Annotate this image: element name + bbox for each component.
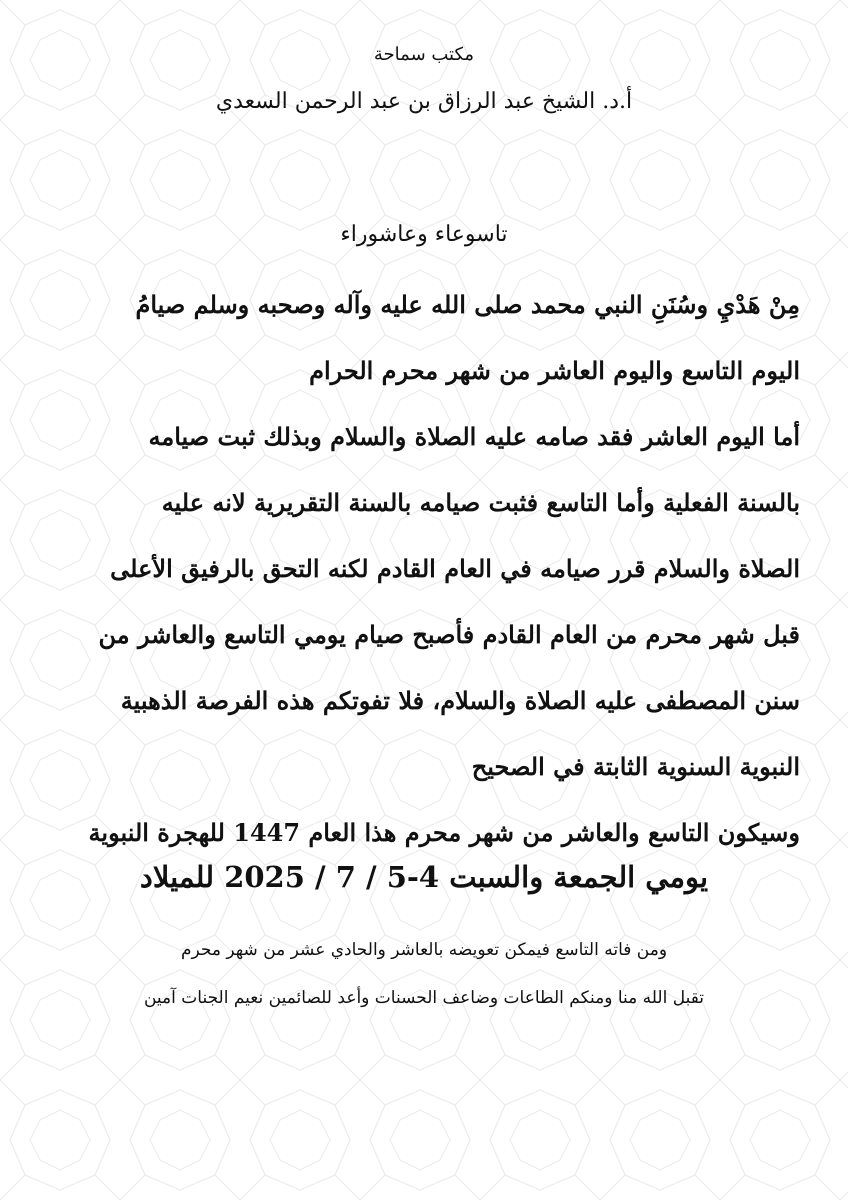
letterhead-office: مكتب سماحة — [373, 44, 475, 65]
body-line: بالسنة الفعلية وأما التاسع فثبت صيامه بالسنة التقريرية لانه عليه — [161, 488, 800, 517]
closing-line-1: ومن فاته التاسع فيمكن تعويضه بالعاشر والحادي عشر من شهر محرم — [180, 940, 668, 960]
body-line: أما اليوم العاشر فقد صامه عليه الصلاة والسلام وبذلك ثبت صيامه — [148, 422, 800, 451]
body-line: وسيكون التاسع والعاشر من شهر محرم هذا العام 1447 للهجرة النبوية — [88, 818, 800, 847]
body-line: الصلاة والسلام قرر صيامه في العام القادم لكنه التحق بالرفيق الأعلى — [110, 554, 800, 583]
closing-line-2: تقبل الله منا ومنكم الطاعات وضاعف الحسنات وأعد للصائمين نعيم الجنات آمين — [143, 988, 705, 1008]
document-title: تاسوعاء وعاشوراء — [340, 222, 508, 247]
body-line: اليوم التاسع واليوم العاشر من شهر محرم الحرام — [309, 356, 800, 385]
date-line: يومي الجمعة والسبت 4-5 / 7 / 2025 للميلاد — [139, 860, 709, 894]
letterhead-name: أ.د. الشيخ عبد الرزاق بن عبد الرحمن السعدي — [215, 89, 633, 114]
body-line: سنن المصطفى عليه الصلاة والسلام، فلا تفوتكم هذه الفرصة الذهبية — [120, 686, 800, 715]
body-line: مِنْ هَدْيِ وسُنَنِ النبي محمد صلى الله عليه وآله وصحبه وسلم صيامُ — [135, 290, 800, 319]
body-line: قبل شهر محرم من العام القادم فأصبح صيام يومي التاسع والعاشر من — [98, 620, 800, 649]
letterhead — [0, 40, 848, 124]
body-line: النبوية السنوية الثابتة في الصحيح — [471, 752, 800, 781]
document-body — [48, 272, 800, 866]
